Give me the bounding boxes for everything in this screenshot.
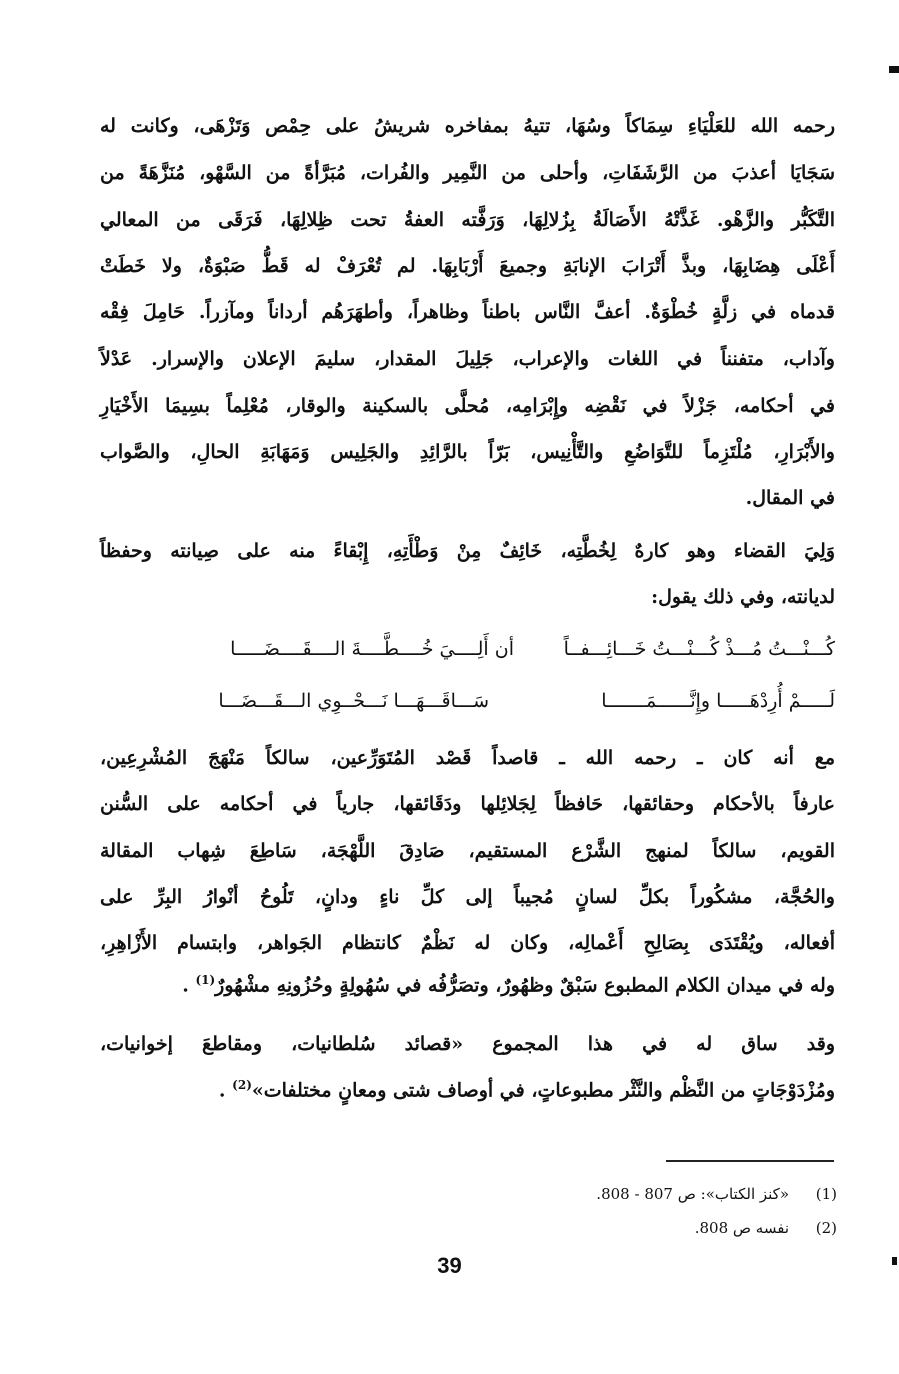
footnote-text: نفسه ص 808. <box>694 1219 789 1237</box>
text-line: في أحكامه، جَزْلاً في نَقْضِه وإِبْرَامِه، مُحلَّى بالسكينة والوقار، مُعْلِماً بسِيمَا الأَخْيَارِ <box>100 395 835 417</box>
text-line: أفعاله، ويُقْتَدَى بِصَالِحِ أَعْمالِه، وكان له نَظْمٌ كانتظام الجَواهر، وابتسام الأَزْاهِرِ، <box>100 932 835 954</box>
verse-hemistich: أن أَلِــــيَ خُــــطَّــــةَ الــــقَــــضَـــــا <box>230 638 514 660</box>
text-line: والأَبْرَارِ، مُلْتَزِماً للتَّوَاضُعِ والتَّأْنِيس، بَرّاً بالرَّائِدِ والجَلِيس وَمَهَابَةِ الحالِ، والصَّواب <box>100 441 835 463</box>
text-line: ومُزْدَوْجَاتٍ من النَّظْم والنَّثْر مطبوعاتٍ، في أوصاف شتى ومعانٍ مختلفات»$^{(2)}$ . <box>218 1078 835 1102</box>
text-line: لديانته، وفي ذلك يقول: <box>651 586 835 608</box>
footnote-text: «كنز الكتاب»: ص 807 - 808. <box>596 1185 789 1203</box>
text-line: سَجَايَا أعذبَ من الرَّشَفَاتِ، وأحلى من النَّمِير والفُرات، مُبَرَّأةً من السَّهْو، مُنَزَّهَةً من <box>100 162 835 184</box>
text-line: مع أنه كان ـ رحمه الله ـ قاصداً قَصْد المُتَوَرِّعين، سالكاً مَنْهَجَ المُشْرِعِين، <box>100 747 835 769</box>
page-number: 39 <box>437 1253 462 1278</box>
text-line: والحُجَّة، مشكُوراً بكلِّ لسانٍ مُجيباً إلى كلِّ ناءٍ ودانٍ، تَلُوحُ أنْوارُ البِرِّ على <box>100 886 835 908</box>
text-line: رحمه الله للعَلْيَاءِ سِمَاكاً وسُهَا، تتيهُ بمفاخره شريشُ على حِمْص وَتَزْهَى، وكانت له <box>100 115 835 137</box>
text-line: قدماه في زلَّةٍ خُطْوَةٌ. أعفَّ النَّاس باطناً وظاهراً، وأطهَرَهُم أرداناً ومآزراً. حَامِلَ فِقْه <box>100 301 835 323</box>
footnote-number: (1) <box>815 1185 837 1203</box>
footnote-separator <box>666 1160 834 1162</box>
text-line-content: ومُزْدَوْجَاتٍ من النَّظْم والنَّثْر مطبوعاتٍ، في أوصاف شتى ومعانٍ مختلفات» <box>251 1079 835 1102</box>
footnote-reference: (2) <box>232 1078 252 1092</box>
verse-hemistich: لَـــــمْ أُرِدْهَـــــا وإِنَّــــــمَـــــــا <box>601 690 835 712</box>
footnote-number: (2) <box>815 1219 837 1237</box>
text-line: وَلِيَ القضاء وهو كارهٌ لِخُطَّتِه، خَائِفٌ مِنْ وَطْأَتِهِ، إِبْقاءً منه على صِيانته وحفظاً <box>100 540 835 562</box>
text-line: وله في ميدان الكلام المطبوع سَبْقٌ وظهُورٌ، وتصَرُّفُه في سُهُولِةٍ وحُزُونِهِ مشْهُورٌ$^{(1)}$ . <box>182 973 835 997</box>
scan-edge-mark <box>889 66 899 73</box>
text-line: في المقال. <box>745 487 835 509</box>
verse-hemistich: كُـــنْـــتُ مُـــذْ كُـــنْـــتُ خَـــائِـــفــاً <box>563 638 835 660</box>
text-line: وآداب، متفنناً في اللغات والإعراب، جَلِيلَ المقدار، سليمَ الإعلان والإسرار. عَدْلاً <box>100 348 835 370</box>
text-line: وقد ساق له في هذا المجموع «قصائد سُلطانيات، ومقاطعَ إخوانيات، <box>100 1033 835 1055</box>
text-line: أَعْلَى هِضَابِهَا، وبذَّ أَتْرَابَ الإنابَةِ وجميعَ أَرْبَابِهَا. لم تُعْرَفْ له قَطُّ صَبْوَةٌ، ولا خَطَتْ <box>100 255 835 277</box>
verse-hemistich: سَـــاقَـــهَـــا نَـــحْــوِي الـــقَـــضَـــا <box>218 690 489 712</box>
footnote-reference: (1) <box>195 973 216 987</box>
text-line: عارفاً بالأحكام وحقائقها، حَافظاً لِجَلائِلها ودَقَائقها، جارياً في أحكامه على السُّنن <box>100 793 835 815</box>
text-line: القويم، سالكاً لمنهج الشَّرْع المستقيم، صَادِقَ اللَّهْجَة، سَاطِعَ شِهاب المقالة <box>100 840 835 862</box>
text-line: التَّكَبُّر والزَّهْو. غَذَّتْهُ الأَصَالَةُ بِزُلالِهَا، وَرَفَّته العفةُ تحت ظِلالِهَا، فَرَقَى من المعالي <box>100 209 835 231</box>
text-line-content: وله في ميدان الكلام المطبوع سَبْقٌ وظهُورٌ، وتصَرُّفُه في سُهُولِةٍ وحُزُونِهِ مشْهُورٌ <box>215 974 835 997</box>
